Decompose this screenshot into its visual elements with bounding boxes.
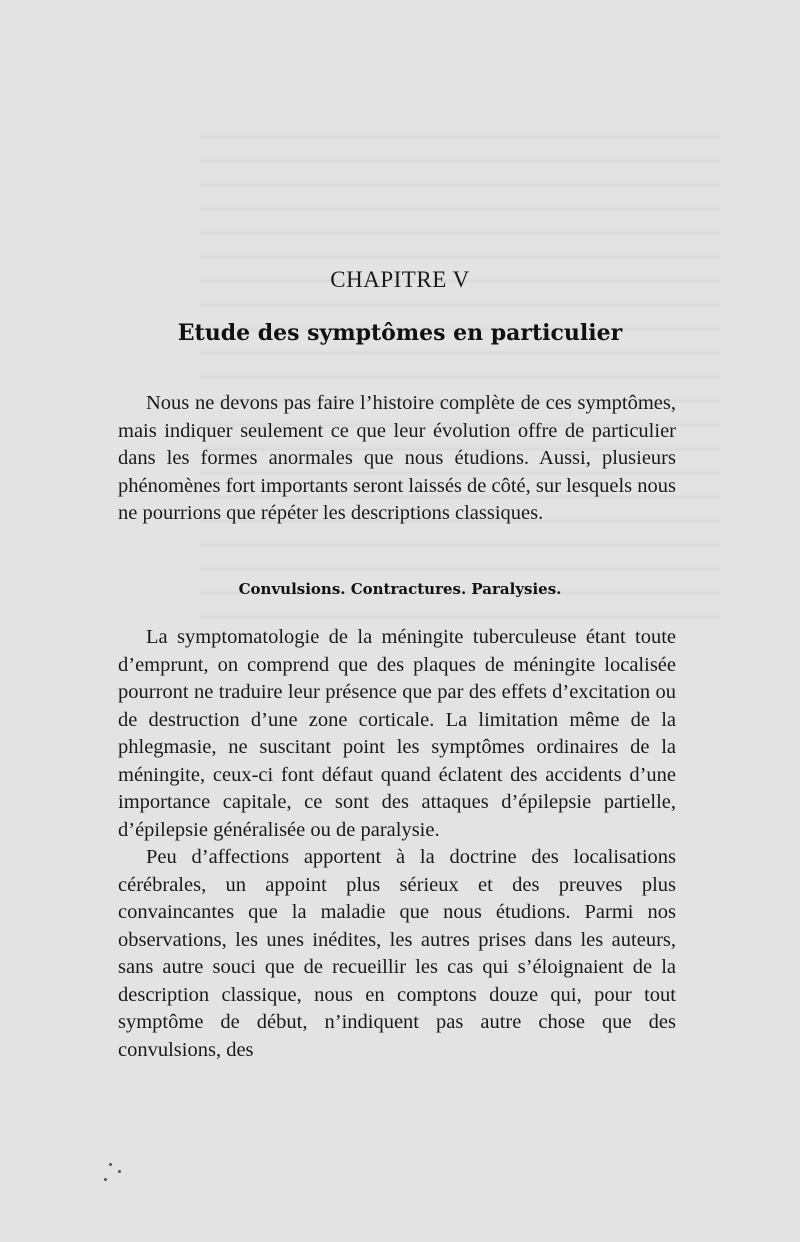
chapter-title: CHAPITRE V xyxy=(330,267,470,292)
section-subheading: Convulsions. Contractures. Paralysies. xyxy=(238,580,562,598)
intro-paragraph: Nous ne devons pas faire l’histoire complète de ces symptômes, mais indiquer seulement ce que leur évolution offre de particulier dans les formes anormales que nous étudions. Aussi, plusieurs phénomènes fort importants seront laissés de côté, sur lesquels nous ne pourrions que répéter les descriptions classiques. xyxy=(118,392,676,524)
paper-speck xyxy=(118,1170,121,1173)
paper-speck xyxy=(109,1163,112,1166)
chapter-heading: Etude des symptômes en particulier xyxy=(177,320,623,346)
section-body xyxy=(118,624,676,1064)
show-through-texture xyxy=(200,120,720,640)
paper-speck xyxy=(104,1178,107,1181)
paragraph: Peu d’affections apportent à la doctrine des localisations cérébrales, un appoint plus sérieux et des preuves plus convaincantes que la maladie que nous étudions. Parmi nos observations, les unes inédites, les autres prises dans les auteurs, sans autre souci que de recueillir les cas qui s’éloignaient de la description classique, nous en comptons douze qui, pour tout symptôme de début, n’indiquent pas autre chose que des convulsions, des xyxy=(118,846,676,1061)
intro-text xyxy=(118,390,676,528)
paragraph: La symptomatologie de la méningite tuberculeuse étant toute d’emprunt, on comprend que des plaques de méningite localisée pourront ne traduire leur présence que par des effets d’excitation ou de destruction d’une zone corticale. La limitation même de la phlegmasie, ne suscitant point les symptômes ordinaires de la méningite, ceux-ci font défaut quand éclatent des accidents d’une importance capitale, ce sont des attaques d’épilepsie partielle, d’épilepsie généralisée ou de paralysie. xyxy=(118,626,676,841)
